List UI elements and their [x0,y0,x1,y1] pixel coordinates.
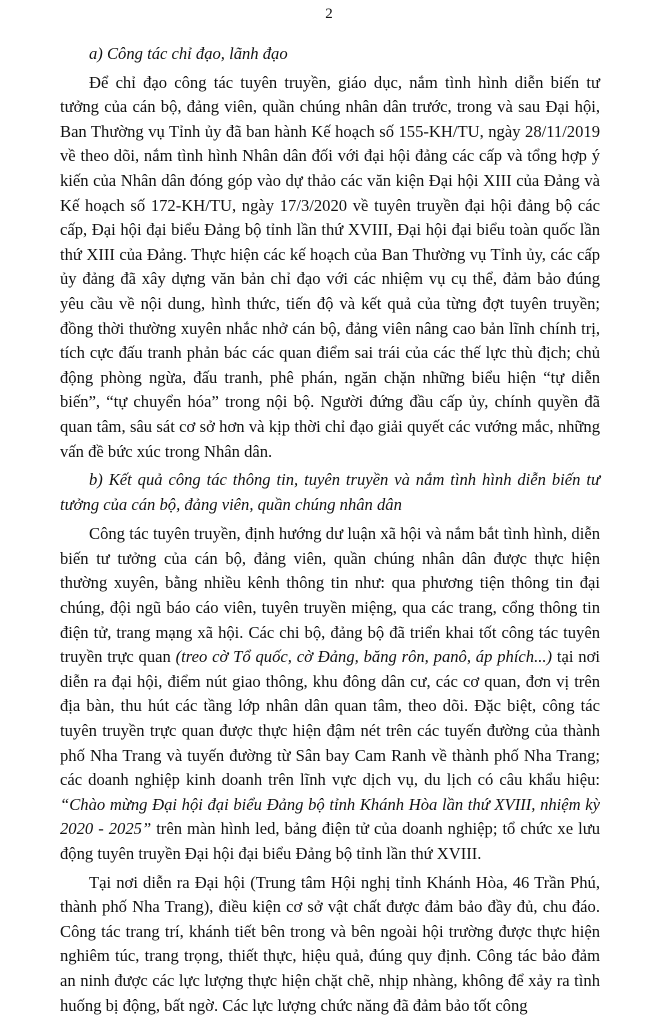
page-number: 2 [325,6,333,22]
document-body [60,42,600,1022]
section-b-heading: b) Kết quả công tác thông tin, tuyên truyền và nắm tình hình diễn biến tư tưởng của cán bộ, đảng viên, quần chúng nhân dân [60,470,600,514]
p1-italic-1: (treo cờ Tổ quốc, cờ Đảng, băng rôn, panô, áp phích...) [175,647,553,667]
section-a-heading: a) Công tác chỉ đạo, lãnh đạo [89,44,288,63]
p1-text-3: trên màn hình led, bảng điện tử của doanh nghiệp; tổ chức xe lưu động tuyên truyền Đại hội đại biểu Đảng bộ tỉnh lần thứ XVIII. [60,819,600,863]
section-a-paragraph: Để chỉ đạo công tác tuyên truyền, giáo dục, nắm tình hình diễn biến tư tưởng của cán bộ, đảng viên, quần chúng nhân dân trước, trong và sau Đại hội, Ban Thường vụ Tỉnh ủy đã ban hành Kế hoạch số 155-KH/TU, ngày 28/11/2019 về theo dõi, nắm tình hình Nhân dân đối với đại hội đảng các cấp và tổng hợp ý kiến của Nhân dân đóng góp vào dự thảo các văn kiện Đại hội XIII của Đảng và Kế hoạch số 172-KH/TU, ngày 17/3/2020 về tuyên truyền đại hội đảng bộ các cấp, Đại hội đại biểu Đảng bộ tỉnh lần thứ XVIII, Đại hội đại biểu toàn quốc lần thứ XIII của Đảng. Thực hiện các kế hoạch của Ban Thường vụ Tỉnh ủy, các cấp ủy đảng đã xây dựng văn bản chỉ đạo với các nhiệm vụ cụ thể, đảm bảo đúng yêu cầu về nội dung, hình thức, tiến độ và kết quả của từng đợt tuyên truyền; đồng thời thường xuyên nhắc nhở cán bộ, đảng viên nâng cao bản lĩnh chính trị, tích cực đấu tranh phản bác các quan điểm sai trái của các thế lực thù địch; chủ động phòng ngừa, đấu tranh, phê phán, ngăn chặn những biểu hiện “tự diễn biến”, “tự chuyển hóa” trong nội bộ. Người đứng đầu cấp ủy, chính quyền đã quan tâm, sâu sát cơ sở hơn và kịp thời chỉ đạo giải quyết các vướng mắc, những vấn đề bức xúc trong Nhân dân. [60,72,600,461]
section-b-paragraph-1 [60,522,600,866]
p1-text-1: Công tác tuyên truyền, định hướng dư luận xã hội và nắm bắt tình hình, diễn biến tư tưởng của cán bộ, đảng viên, quần chúng nhân dân được thực hiện thường xuyên, bằng nhiều kênh thông tin như: qua phương tiện thông tin đại chúng, đội ngũ báo cáo viên, tuyên truyền miệng, qua các trang, cổng thông tin điện tử, trang mạng xã hội. Các chi bộ, đảng bộ đã triển khai tốt công tác tuyên truyền trực quan [60,524,600,667]
p1-text-2: tại nơi diễn ra đại hội, điểm nút giao thông, khu đông dân cư, các cơ quan, đơn vị trên địa bàn, thu hút các tầng lớp nhân dân quan tâm, theo dõi. Đặc biệt, công tác tuyên truyền trực quan được thực hiện đậm nét trên các tuyến đường của thành phố Nha Trang và tuyến đường từ Sân bay Cam Ranh về thành phố Nha Trang; các doanh nghiệp kinh doanh trên lĩnh vực dịch vụ, du lịch có câu khẩu hiệu: [60,647,600,790]
section-b-paragraph-2: Tại nơi diễn ra Đại hội (Trung tâm Hội nghị tỉnh Khánh Hòa, 46 Trần Phú, thành phố Nha Trang), điều kiện cơ sở vật chất được đảm bảo đầy đủ, chu đáo. Công tác trang trí, khánh tiết bên trong và bên ngoài hội trường được thực hiện nghiêm túc, trang trọng, thiết thực, hiệu quả, đúng quy định. Công tác bảo đảm an ninh được các lực lượng thực hiện chặt chẽ, nhịp nhàng, không để xảy ra tình huống bị động, bất ngờ. Các lực lượng chức năng đã đảm bảo tốt công [60,872,600,1015]
p1-slogan: “Chào mừng Đại hội đại biểu Đảng bộ tỉnh Khánh Hòa lần thứ XVIII, nhiệm kỳ 2020 - 2025” [60,794,600,839]
